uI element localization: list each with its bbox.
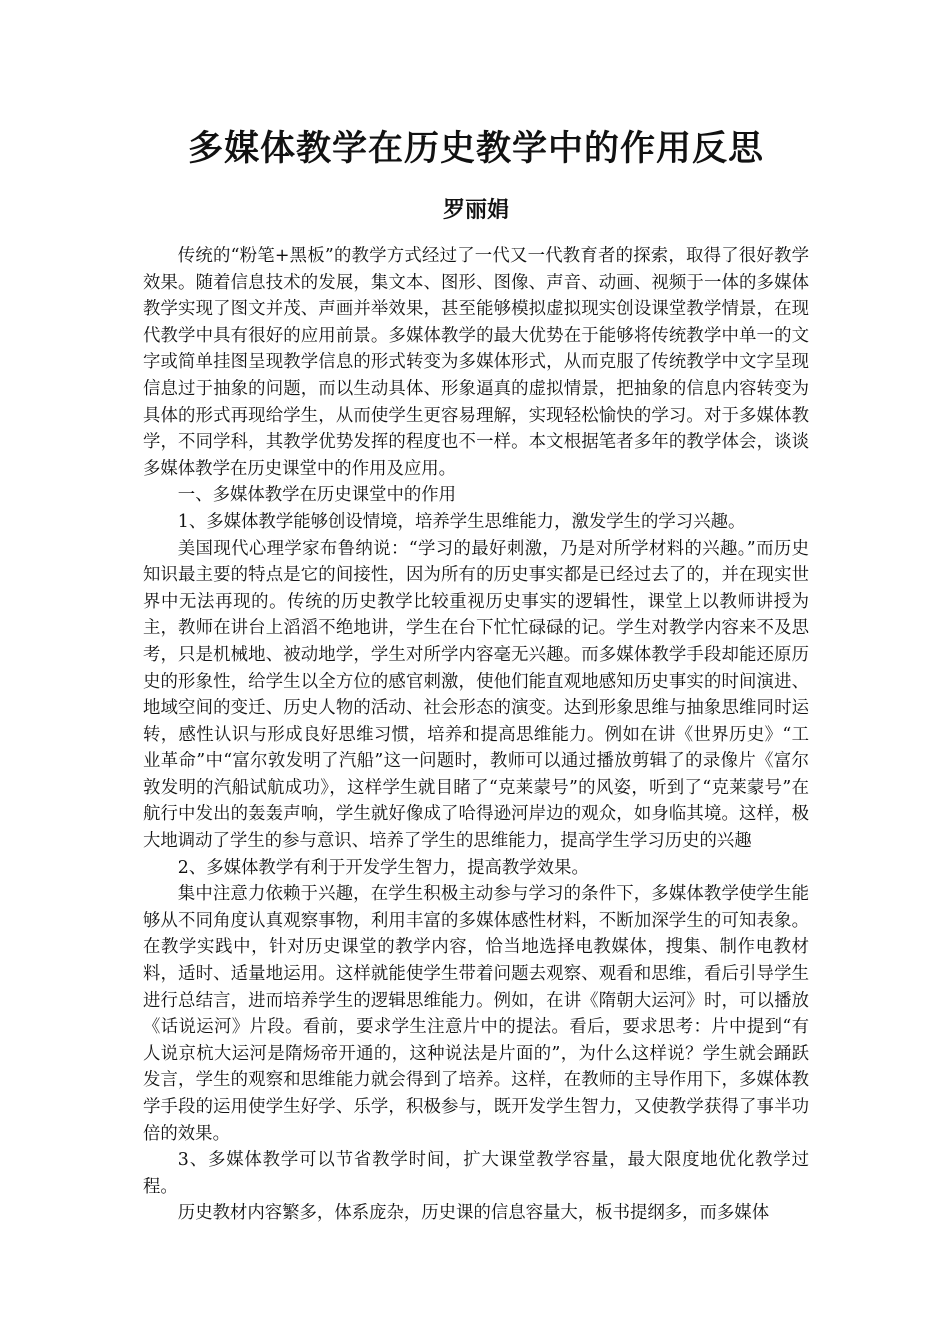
subsection-heading-2: 2、多媒体教学有利于开发学生智力，提高教学效果。 — [177, 857, 589, 878]
document-title: 多媒体教学在历史教学中的作用反思 — [187, 128, 764, 169]
document-author: 罗丽娟 — [442, 197, 509, 223]
section-heading-1: 一、多媒体教学在历史课堂中的作用 — [177, 485, 457, 506]
document-body — [143, 243, 809, 1227]
paragraph-content: 历史教材内容繁多，体系庞杂，历史课的信息容量大，板书提纲多，而多媒体 — [177, 1203, 770, 1224]
document-page — [143, 125, 809, 1227]
paragraph-intro: 传统的“粉笔+黑板”的教学方式经过了一代又一代教育者的探索，取得了很好教学效果。随着信息技术的发展，集文本、图形、图像、声音、动画、视频于一体的多媒体教学实现了图文并茂、声画并举效果，甚至能够模拟虚拟现实创设课堂教学情景，在现代教学中具有很好的应用前景。多媒体教学的最大优势在于能够将传统教学中单一的文字或简单挂图呈现教学信息的形式转变为多媒体形式，从而克服了传统教学中文字呈现信息过于抽象的问题，而以生动具体、形象逼真的虚拟情景，把抽象的信息内容转变为具体的形式再现给学生，从而使学生更容易理解，实现轻松愉快的学习。对于多媒体教学，不同学科，其教学优势发挥的程度也不一样。本文根据笔者多年的教学体会，谈谈多媒体教学在历史课堂中的作用及应用。 — [143, 246, 809, 479]
paragraph-attention: 集中注意力依赖于兴趣，在学生积极主动参与学习的条件下，多媒体教学使学生能够从不同角度认真观察事物，利用丰富的多媒体感性材料，不断加深学生的可知表象。在教学实践中，针对历史课堂的教学内容，恰当地选择电教媒体，搜集、制作电教材料，适时、适量地运用。这样就能使学生带着问题去观察、观看和思维，看后引导学生进行总结言，进而培养学生的逻辑思维能力。例如，在讲《隋朝大运河》时，可以播放《话说运河》片段。看前，要求学生注意片中的提法。看后，要求思考：片中提到“有人说京杭大运河是隋炀帝开通的，这种说法是片面的”，为什么这样说？学生就会踊跃发言，学生的观察和思维能力就会得到了培养。这样，在教师的主导作用下，多媒体教学手段的运用使学生好学、乐学，积极参与，既开发学生智力，又使教学获得了事半功倍的效果。 — [143, 884, 809, 1144]
subsection-heading-1: 1、多媒体教学能够创设情境，培养学生思维能力，激发学生的学习兴趣。 — [177, 511, 746, 532]
subsection-heading-3: 3、多媒体教学可以节省教学时间，扩大课堂教学容量，最大限度地优化教学过程。 — [143, 1150, 809, 1197]
paragraph-bruner: 美国现代心理学家布鲁纳说：“学习的最好刺激，乃是对所学材料的兴趣。”而历史知识最主要的特点是它的间接性，因为所有的历史事实都是已经过去了的，并在现实世界中无法再现的。传统的历史教学比较重视历史事实的逻辑性，课堂上以教师讲授为主，教师在讲台上滔滔不绝地讲，学生在台下忙忙碌碌的记。学生对教学内容来不及思考，只是机械地、被动地学，学生对所学内容毫无兴趣。而多媒体教学手段却能还原历史的形象性，给学生以全方位的感官刺激，使他们能直观地感知历史事实的时间演进、地域空间的变迁、历史人物的活动、社会形态的演变。达到形象思维与抽象思维同时运转，感性认识与形成良好思维习惯，培养和提高思维能力。例如在讲《世界历史》“工业革命”中“富尔敦发明了汽船”这一问题时，教师可以通过播放剪辑了的录像片《富尔敦发明的汽船试航成功》，这样学生就目睹了“克莱蒙号”的风姿，听到了“克莱蒙号”在航行中发出的轰轰声响，学生就好像成了哈得逊河岸边的观众，如身临其境。这样，极大地调动了学生的参与意识、培养了学生的思维能力，提高学生学习历史的兴趣 — [143, 538, 809, 852]
